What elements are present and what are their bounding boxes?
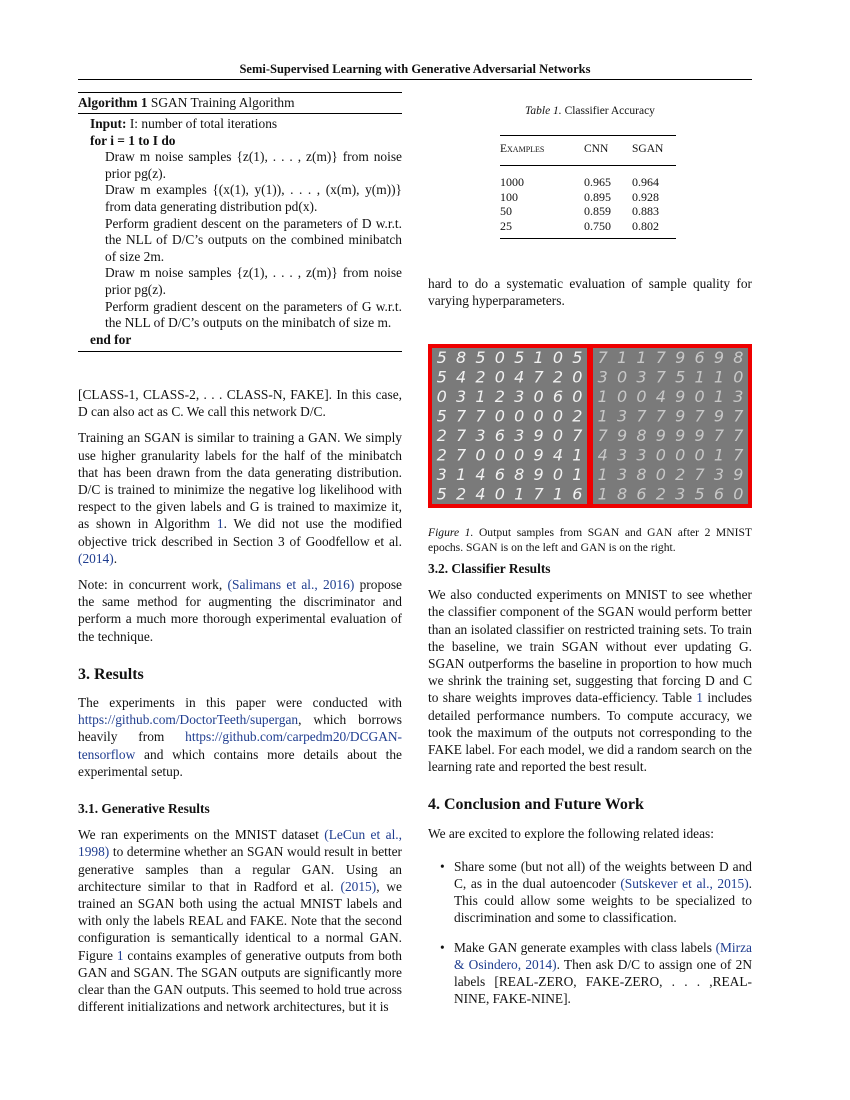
header-rule (78, 79, 752, 80)
table-header-cnn: CNN (584, 143, 609, 155)
gan-digit-sample: 7 (636, 406, 647, 426)
gan-digit-sample: 8 (636, 465, 647, 485)
gan-digit-sample: 6 (636, 484, 647, 504)
sgan-digit-sample: 0 (494, 406, 505, 426)
radford-citation-link[interactable]: (2015) (340, 878, 377, 894)
sgan-digit-sample: 5 (436, 484, 447, 504)
dcgan-repo-link[interactable]: https://github.com/carpedm20/DCGAN-tensorflow (78, 729, 402, 762)
gan-digit-sample: 9 (694, 426, 705, 446)
figure-samples (428, 344, 752, 508)
algorithm-step-2: Draw m examples {(x(1), y(1)), . . . , (x(m), y(m))} from data generating distribution pd(x). (105, 182, 402, 214)
gan-digit-sample: 1 (713, 387, 725, 407)
sgan-digit-sample: 0 (494, 348, 505, 368)
gan-digit-sample: 9 (675, 426, 686, 446)
sgan-digit-sample: 2 (572, 406, 583, 426)
gan-digit-sample: 9 (655, 426, 666, 446)
gan-digit-sample: 9 (713, 406, 725, 426)
sgan-digit-sample: 0 (436, 387, 447, 407)
gan-digit-sample: 0 (616, 367, 628, 387)
goodfellow-citation-link[interactable]: (2014) (78, 550, 114, 566)
table-row (500, 204, 676, 219)
lecun-citation-link[interactable]: (LeCun et al., 1998) (78, 827, 402, 860)
table-cell: 0.802 (632, 218, 659, 233)
list-item: • Make GAN generate examples with class labels (Mirza & Osindero, 2014). Then ask D/C to assign one of 2N labels [REAL-ZERO, FAKE-ZERO, . . . ,REAL-NINE, FAKE-NINE]. (440, 939, 752, 1007)
sgan-digit-sample: 7 (455, 445, 467, 465)
gan-digit-sample: 3 (616, 406, 628, 426)
section-heading-results: 3. Results (78, 665, 144, 683)
table-header-sgan: SGAN (632, 143, 664, 155)
sgan-digit-sample: 3 (514, 426, 525, 446)
table-cell: 0.964 (632, 175, 659, 189)
gan-digit-sample: 5 (675, 367, 686, 387)
table-row (500, 166, 676, 190)
algorithm-for-line: for i = 1 to I do (90, 132, 176, 148)
sgan-digit-sample: 6 (494, 465, 505, 485)
gan-digit-sample: 1 (694, 367, 705, 387)
sgan-digit-sample: 1 (514, 484, 525, 504)
sgan-digit-sample: 6 (552, 387, 564, 407)
sgan-digit-sample: 0 (494, 484, 505, 504)
figure-ref-link[interactable]: 1 (116, 947, 124, 963)
table-cell: 0.928 (632, 189, 659, 204)
algorithm-end-for: end for (90, 331, 132, 347)
sgan-digit-sample: 5 (514, 348, 525, 368)
gan-digit-sample: 0 (616, 387, 628, 407)
paragraph-classes: [CLASS-1, CLASS-2, . . . CLASS-N, FAKE]. In this case, D can also act as C. We call this network D/C. (78, 387, 402, 420)
gan-digit-sample: 7 (733, 426, 744, 446)
algorithm-box (78, 92, 402, 352)
algorithm-input (78, 116, 402, 133)
sgan-digit-sample: 1 (572, 465, 583, 485)
gan-digit-sample: 7 (655, 406, 666, 426)
section-heading-conclusion: 4. Conclusion and Future Work (428, 796, 644, 814)
gan-digit-sample: 9 (733, 465, 744, 485)
table-cell: 1000 (500, 175, 524, 189)
table-cell: 0.750 (584, 218, 611, 233)
list-item: • Share some (but not all) of the weights between D and C, as in the dual autoencoder (Sutskever et al., 2015). This could allow some weights to be specialized to discrimination and some to classification. (440, 858, 753, 926)
algorithm-body (78, 114, 402, 352)
sgan-digit-sample: 4 (455, 367, 467, 387)
table-ref-link[interactable]: 1 (696, 690, 703, 706)
right-column-bottom (428, 560, 752, 1007)
gan-digit-sample: 0 (675, 445, 686, 465)
paragraph-note: Note: in concurrent work, (Salimans et al., 2016) propose the same method for augmenting the discriminator and perform a much more thorough experimental evaluation of the technique. (78, 577, 402, 644)
gan-digit-sample: 3 (733, 387, 744, 407)
sgan-digit-sample: 0 (552, 406, 564, 426)
table-header-examples: Examples (500, 143, 545, 155)
table-cell: 25 (500, 218, 512, 233)
gan-digit-sample: 3 (597, 367, 608, 387)
gan-digit-sample: 3 (616, 465, 628, 485)
sgan-digit-sample: 7 (475, 406, 486, 426)
sgan-digit-sample: 4 (514, 367, 525, 387)
table-row (500, 219, 676, 239)
running-header: Semi-Supervised Learning with Generative Adversarial Networks (239, 62, 591, 76)
sgan-digit-sample: 9 (533, 426, 544, 446)
gan-digit-sample: 7 (655, 367, 666, 387)
table-cell: 0.859 (584, 204, 611, 218)
gan-digit-sample: 1 (713, 445, 725, 465)
sgan-digit-sample: 0 (572, 367, 583, 387)
sgan-digit-sample: 7 (572, 426, 583, 446)
gan-digit-sample: 0 (655, 445, 666, 465)
salimans-citation-link[interactable]: (Salimans et al., 2016) (227, 577, 355, 593)
gan-digit-sample: 6 (713, 484, 725, 504)
sgan-digit-sample: 1 (533, 348, 544, 368)
sgan-digit-sample: 0 (533, 406, 544, 426)
figure-caption-text: Output samples from SGAN and GAN after 2 MNIST epochs. SGAN is on the left and GAN is on the right. (428, 526, 752, 554)
gan-digit-sample: 9 (675, 348, 686, 368)
gan-digit-sample: 0 (733, 484, 744, 504)
sgan-digit-sample: 0 (514, 445, 525, 465)
sgan-digit-sample: 0 (475, 445, 486, 465)
gan-digit-sample: 7 (597, 348, 608, 368)
gan-digit-sample: 0 (636, 387, 647, 407)
sgan-digit-sample: 8 (514, 465, 525, 485)
figure-caption (428, 525, 752, 555)
table-cell: 50 (500, 204, 512, 218)
paragraph-experiments: The experiments in this paper were conducted with https://github.com/DoctorTeeth/supergan, which borrows heavily from https://github.com/carpedm20/DCGAN-tensorflow and which contains more details about the experimental setup. (78, 695, 402, 779)
sgan-digit-sample: 0 (552, 348, 564, 368)
gan-digit-sample: 3 (616, 445, 628, 465)
left-column (78, 386, 402, 1016)
accuracy-table (500, 135, 676, 239)
sgan-digit-sample: 5 (475, 348, 486, 368)
table-caption-text: Classifier Accuracy (564, 105, 655, 117)
table-caption (428, 105, 752, 117)
gan-digit-sample: 7 (733, 406, 744, 426)
sgan-digit-sample: 1 (455, 465, 467, 485)
gan-digit-sample: 4 (655, 387, 666, 407)
sgan-digit-sample: 3 (514, 387, 525, 407)
input-label: Input: (90, 116, 127, 131)
sgan-digit-sample: 9 (533, 445, 544, 465)
sgan-digit-sample: 4 (475, 484, 486, 504)
algorithm-title (78, 93, 402, 114)
sgan-digit-sample: 5 (572, 348, 583, 368)
gan-digit-sample: 8 (616, 484, 628, 504)
sgan-digit-sample: 3 (455, 387, 467, 407)
gan-digit-sample: 7 (597, 426, 608, 446)
ideas-list (428, 858, 752, 1008)
gan-digit-sample: 3 (636, 445, 647, 465)
gan-digit-sample: 7 (694, 406, 705, 426)
sgan-digit-sample: 3 (436, 465, 447, 485)
gan-digit-sample: 1 (713, 367, 725, 387)
gan-digit-sample: 9 (675, 387, 686, 407)
algorithm-ref-link[interactable]: 1 (216, 516, 224, 532)
gan-digit-sample: 1 (616, 348, 628, 368)
sgan-digit-sample: 5 (436, 348, 447, 368)
sutskever-citation-link[interactable]: (Sutskever et al., 2015) (620, 876, 749, 892)
gan-digit-sample: 4 (597, 445, 608, 465)
sgan-digit-sample: 2 (455, 484, 467, 504)
input-text: I: number of total iterations (129, 116, 278, 131)
paragraph-hard-to-evaluate: hard to do a systematic evaluation of sample quality for varying hyperparameters. (428, 276, 752, 309)
gan-digit-sample: 1 (597, 484, 608, 504)
gan-digit-sample: 8 (733, 348, 744, 368)
gan-digit-sample: 5 (694, 484, 705, 504)
algorithm-label: Algorithm 1 (78, 95, 148, 110)
gan-digit-sample: 9 (616, 426, 628, 446)
sgan-digit-sample: 4 (475, 465, 486, 485)
paragraph-ideas-intro: We are excited to explore the following related ideas: (428, 825, 714, 841)
sgan-digit-sample: 1 (552, 484, 564, 504)
gan-digit-sample: 9 (675, 406, 686, 426)
sgan-digit-sample: 0 (533, 387, 544, 407)
sgan-digit-sample: 1 (475, 387, 486, 407)
gan-digit-sample: 3 (675, 484, 686, 504)
gan-digit-sample: 7 (713, 426, 725, 446)
subsection-heading-classifier: 3.2. Classifier Results (428, 561, 551, 576)
sgan-digit-sample: 0 (572, 387, 583, 407)
gan-digit-sample: 2 (655, 484, 666, 504)
gan-digit-sample: 9 (713, 348, 725, 368)
gan-digit-sample: 0 (694, 445, 705, 465)
sgan-digit-sample: 1 (572, 445, 583, 465)
gan-digit-sample: 7 (733, 445, 744, 465)
gan-digit-sample: 1 (636, 348, 647, 368)
table-header-row (500, 136, 676, 165)
figure-samples-image (428, 344, 752, 508)
gan-digit-sample: 6 (694, 348, 705, 368)
sgan-digit-sample: 2 (436, 445, 447, 465)
sgan-digit-sample: 2 (436, 426, 447, 446)
gan-digit-sample: 3 (713, 465, 725, 485)
gan-digit-sample: 8 (636, 426, 647, 446)
sgan-digit-sample: 8 (455, 348, 467, 368)
gan-digit-sample: 0 (733, 367, 744, 387)
sgan-digit-sample: 0 (494, 445, 505, 465)
table-cell: 0.883 (632, 204, 659, 218)
mirza-citation-link[interactable]: (Mirza & Osindero, 2014) (454, 939, 752, 972)
paragraph-classifier: We also conducted experiments on MNIST to see whether the classifier component of the SGAN would perform better than an isolated classifier on restricted training sets. To train the baseline, we train SGAN without ever updating G. SGAN outperforms the baseline in proportion to how much we shrink the training set, suggesting that forcing D and C to share weights improves data-efficiency. Table 1 includes detailed performance numbers. To compute accuracy, we took the maximum of the outputs not corresponding to the FAKE label. For each model, we did a random search on the learning rate and reported the best result. (428, 587, 752, 775)
sgan-digit-sample: 3 (475, 426, 486, 446)
table-caption-label: Table 1. (525, 105, 562, 117)
sgan-digit-sample: 2 (494, 387, 505, 407)
supergan-repo-link[interactable]: https://github.com/DoctorTeeth/supergan (78, 712, 299, 728)
sgan-digit-sample: 0 (494, 367, 505, 387)
algorithm-step-4: Draw m noise samples {z(1), . . . , z(m)} from noise prior pg(z). (105, 265, 402, 297)
algorithm-step-3: Perform gradient descent on the parameters of D w.r.t. the NLL of D/C’s outputs on the combined minibatch of size 2m. (105, 215, 402, 264)
sgan-digit-sample: 0 (552, 426, 564, 446)
algorithm-name: SGAN Training Algorithm (150, 95, 295, 110)
algorithm-step-5: Perform gradient descent on the parameters of G w.r.t. the NLL of D/C’s outputs on the minibatch of size m. (105, 298, 402, 331)
subsection-heading-generative: 3.1. Generative Results (78, 801, 210, 817)
sgan-digit-sample: 2 (552, 367, 564, 387)
gan-digit-sample: 3 (636, 367, 647, 387)
figure-caption-label: Figure 1. (428, 526, 474, 539)
sgan-digit-sample: 0 (552, 465, 564, 485)
paragraph-generative: We ran experiments on the MNIST dataset (LeCun et al., 1998) to determine whether an SGAN would result in better generative samples than a regular GAN. Using an architecture similar to that in Radford et al. (2015), we trained an SGAN both using the actual MNIST labels and with only the labels REAL and FAKE. Note that the second configuration is semantically identical to a normal GAN. Figure 1 contains examples of generative outputs from both GAN and SGAN. The SGAN outputs are significantly more clear than the GAN outputs. This seemed to hold true across different initializations and network architectures, but it is (78, 827, 403, 1015)
sgan-digit-sample: 9 (533, 465, 544, 485)
gan-digit-sample: 0 (694, 387, 705, 407)
gan-digit-sample: 1 (597, 387, 608, 407)
gan-digit-sample: 2 (675, 465, 686, 485)
table-row (500, 190, 676, 205)
table-cell: 0.895 (584, 189, 611, 204)
sgan-digit-sample: 7 (455, 426, 467, 446)
gan-digit-sample: 0 (655, 465, 666, 485)
sgan-digit-sample: 6 (572, 484, 583, 504)
table-cell: 100 (500, 189, 518, 204)
right-column-top (428, 275, 752, 309)
gan-digit-sample: 7 (694, 465, 705, 485)
gan-digit-sample: 7 (655, 348, 666, 368)
algorithm-step-1: Draw m noise samples {z(1), . . . , z(m)} from noise prior pg(z). (105, 149, 402, 181)
sgan-digit-sample: 2 (475, 367, 486, 387)
sgan-digit-sample: 7 (533, 484, 544, 504)
gan-digit-sample: 1 (597, 406, 608, 426)
paragraph-training: Training an SGAN is similar to training a GAN. We simply use higher granularity labels for the half of the minibatch that has been drawn from the data generating distribution. D/C is trained to minimize the negative log likelihood with respect to the given labels and G is trained to maximize it, as shown in Algorithm 1. We did not use the modified objective trick described in Section 3 of Goodfellow et al. (2014). (78, 430, 402, 566)
sgan-digit-sample: 7 (533, 367, 544, 387)
gan-digit-sample: 1 (597, 465, 608, 485)
sgan-digit-sample: 5 (436, 367, 447, 387)
table-cell: 0.965 (584, 175, 611, 189)
sgan-digit-sample: 0 (514, 406, 525, 426)
sgan-digit-sample: 4 (552, 445, 564, 465)
sgan-digit-sample: 5 (436, 406, 447, 426)
sgan-digit-sample: 7 (455, 406, 467, 426)
sgan-digit-sample: 6 (494, 426, 505, 446)
